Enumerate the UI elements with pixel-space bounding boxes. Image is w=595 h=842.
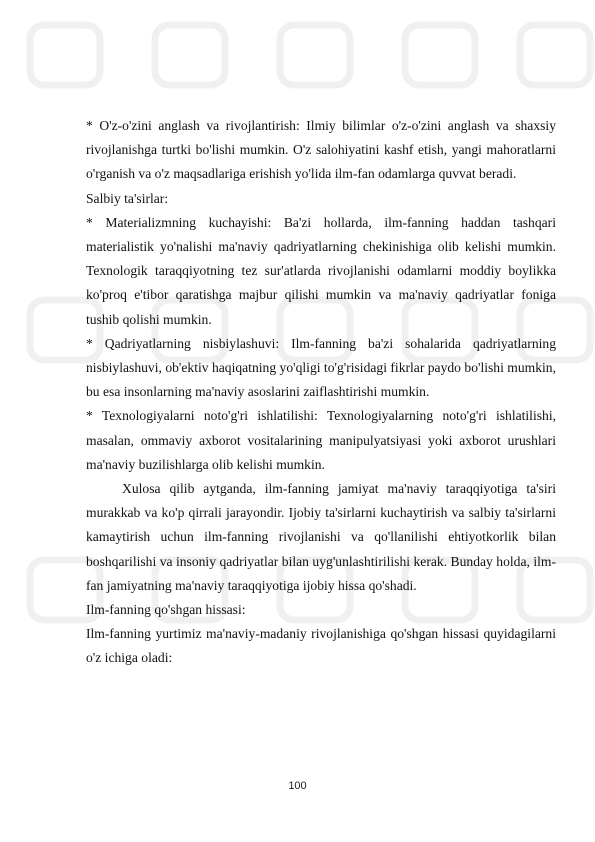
heading-contribution: Ilm-fanning qo'shgan hissasi: <box>86 602 246 618</box>
page-number: 100 <box>288 780 307 792</box>
heading-negative-effects: Salbiy ta'sirlar: <box>86 190 169 206</box>
paragraph-contribution-intro: Ilm-fanning yurtimiz ma'naviy-madaniy rivojlanishiga qo'shgan hissasi quyidagilarni o'z ichiga oladi: <box>86 626 556 666</box>
paragraph-self-development: * O'z-o'zini anglash va rivojlantirish: Ilmiy bilimlar o'z-o'zini anglash va shaxsiy rivojlanishga turtki bo'lishi mumkin. O'z salohiyatini kashf etish, yangi mahoratlarni o'rganish va o'z maqsadlariga erishish yo'lida ilm-fan odamlarga quvvat beradi. <box>86 118 556 182</box>
paragraph-conclusion: Xulosa qilib aytganda, ilm-fanning jamiyat ma'naviy taraqqiyotiga ta'siri murakkab va ko'p qirrali jarayondir. Ijobiy ta'sirlarni kuchaytirish va salbiy ta'sirlarni kamaytirish uchun ilm-fanning rivojlanishi va qo'llanilishi ehtiyotkorlik bilan boshqarilishi va insoniy qadriyatlar bilan uyg'unlashtirilishi kerak. Bunday holda, ilm-fan jamiyatning ma'naviy taraqqiyotiga ijobiy hissa qo'shadi. <box>86 481 556 593</box>
paragraph-materialism: * Materializmning kuchayishi: Ba'zi hollarda, ilm-fanning haddan tashqari materialistik yo'nalishi ma'naviy qadriyatlarning chekinishiga olib kelishi mumkin. Texnologik taraqqiyotning tez sur'atlarda rivojlanishi odamlarni moddiy boylikka ko'proq e'tibor qaratishga majbur qilishi mumkin va ma'naviy qadriyatlar foniga tushib qolishi mumkin. <box>86 214 556 327</box>
paragraph-relativism: * Qadriyatlarning nisbiylashuvi: Ilm-fanning ba'zi sohalarida qadriyatlarning nisbiylashuvi, ob'ektiv haqiqatning yo'qligi to'g'risidagi fikrlar paydo bo'lishi mumkin, bu esa insonlarning ma'naviy asoslarini zaiflashtirishi mumkin. <box>86 335 556 400</box>
document-body <box>86 114 556 671</box>
paragraph-technology-misuse: * Texnologiyalarni noto'g'ri ishlatilishi: Texnologiyalarning noto'g'ri ishlatilishi, masalan, ommaviy axborot vositalarining manipulyatsiyasi yoki axborot urushlari ma'naviy buzilishlarga olib kelishi mumkin. <box>86 408 556 472</box>
